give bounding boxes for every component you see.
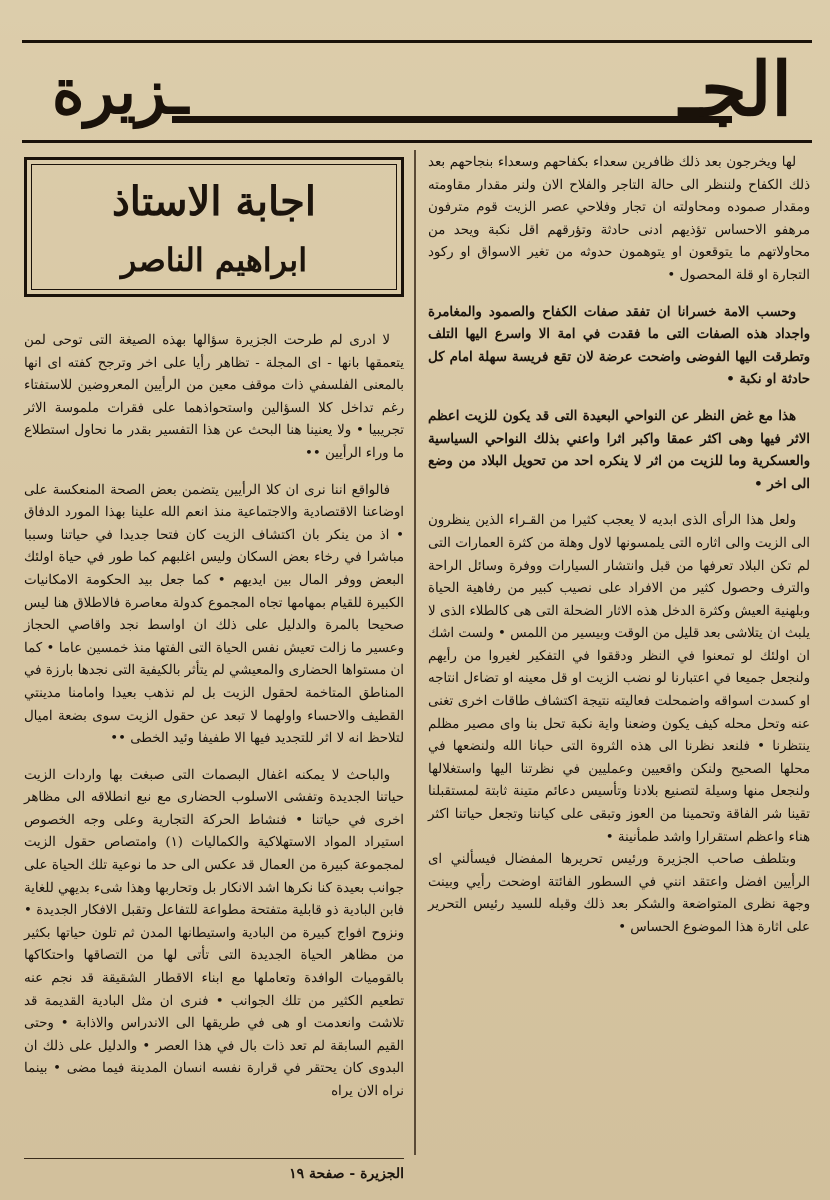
article-author: ابراهيم الناصر: [120, 241, 308, 279]
page-footer: الجزيرة - صفحة ١٩: [289, 1166, 404, 1182]
masthead-title-start: الجـ: [679, 47, 792, 133]
masthead-top-rule: [22, 40, 812, 43]
article-title: اجابة الاستاذ: [111, 178, 317, 225]
masthead-bottom-rule: [22, 140, 812, 143]
masthead: [22, 46, 812, 138]
masthead-kashida-line: [172, 116, 732, 123]
footer-rule: [24, 1158, 404, 1159]
paragraph: وحسب الامة خسرانا ان تفقد صفات الكفاح والصمود والمغامرة واجداد هذه الصفات التى ما فقدت في امة الا واسرع اليها التلف وتطرقت اليها الفوضى واضحت عرضة لان تقع فريسة سهلة امام كل حادثة او نكبة •: [428, 304, 810, 388]
paragraph: والباحث لا يمكنه اغفال البصمات التى صبغت بها واردات الزيت حياتنا الجديدة وتفشى الاسلوب الحضارى مع نبع انطلاقه الى مظاهر اخرى في حياتنا • فنشاط الحركة التجارية وعلى وجه الخصوص استيراد المواد الاستهلاكية والكماليات (١) وامتصاص حقول الزيت لمجموعة كبيرة من العمال قد عكس الى حد ما نوعية تلك الحياة على جوانب بعيدة كنا نكرها اشد الانكار بل وتحاربها وهذا شىء بديهي للغاية فابن البادية ذو قابلية متفتحة مطواعة للتفاعل وتقبل الافكار الجديدة • ونزوح افواج كبيرة من البادية واستيطانها المدن ثم تلون حياتها بكثير من مظاهر الحياة الجديدة التى تأتى لها من التصاقها واحتكاكها بالقوميات الوافدة وتعاملها مع ابناء الاقطار الشقيقة قد نجم عنه تطعيم الكثير من تلك الجوانب • فنرى ان مثل البادية القديمة قد تلاشت وانعدمت او هى في طريقها الى الاندراس والاذابة • وحتى القيم السابقة لم تعد ذات بال في هذا العصر • والدليل على ذلك ان البدوى كان يحتقر في قرارة نفسه انسان المدينة فيما مضى • بينما نراه الان يراه: [24, 767, 404, 1099]
paragraph: ولعل هذا الرأى الذى ابديه لا يعجب كثيرا من القـراء الذين ينظرون الى الزيت والى اثاره التى يلمسونها لاول وهلة من كثرة العمارات التى لم تكن البلاد تعرفها من قبل وانتشار السيارات ووفرة وسائل الراحة والترف وحصول كثير من الافراد على نصيب كبير من رفاهية الحياة وبلهنية العيش وكثرة الدخل هذه الاثار الضحلة التى هى كالطلاء الذى لا يلبث ان يتلاشى بعد قليل من الوقت وبيسير من اللمس • ولست اشك ان اولئك لو تمعنوا في النظر ودققوا في التفكير لغيروا من رأيهم ولنجعل جميعا في اعتبارنا لو نضب الزيت او قل معينه او تضاءل انتاجه او كسدت اسواقه واضمحلت فعاليته نتيجة اكتشاف طاقات اخرى تغنى عنه وتحل محله كيف يكون وضعنا واية نكبة تحل بنا واى مصير مظلم ينتظرنا • فلنعد نظرنا الى هذه الثروة التى حبانا الله ولنضعها في محلها الصحيح ولنكن واقعيين وعمليين في نظرتنا اليها واستغلالها ولنجعل منها وسيلة لتصنيع بلادنا وتأسيس دعائم متينة ثابتة لمستقبلنا تقينا شر الفاقة وتحمينا من العوز وتبقى على كياننا وتجعل حياتنا اكثر هناء واعظم استقرارا واشد طمأنينة •: [428, 513, 810, 845]
paragraph: هذا مع غض النظر عن النواحي البعيدة التى قد يكون للزيت اعظم الاثر فيها وهى اكثر عمقا واكبر اثرا واعني بذلك النواحي السياسية والعسكرية وما للزيت من اثر لا ينكره احد من تحويل البلاد من وضع الى اخر •: [428, 408, 810, 492]
right-column: [428, 152, 810, 940]
paragraph: فالواقع اننا نرى ان كلا الرأيين يتضمن بعض الصحة المنعكسة على اوضاعنا الاقتصادية والاجتماعية منذ انعم الله علينا بهذا المورد الدفاق • اذ من ينكر بان اكتشاف الزيت كان فتحا جديدا في حياتنا وسببا مباشرا في رخاء بعض السكان وليس اغلبهم كما طور في حياة اولئك البعض ووفر المال بين ايديهم • كما جعل بيد الحكومة الامكانيات الكبيرة للقيام بمهامها تجاه المجموع كدولة معاصرة فالاطلاق هنا ليس صحيحا بالمرة والدليل على ذلك ان اواسط نجد واقاصي الحجاز وعسير ما زالت تعيش نفس الحياة التى الفتها منذ خمسين عاما • كما ان مستواها الحضارى والمعيشي لم يتأثر بالكيفية التى نجدها بارزة في المناطق المتاخمة لحقول الزيت بل لم نذهب بعيدا وامامنا مدينتي القطيف والاحساء واولهما لا تبعد عن حقول الزيت سوى بضعة اميال لتلاحظ انه لا اثر للتجديد فيها الا طفيفا وئيد الخطى ••: [24, 482, 404, 747]
paragraph: لها ويخرجون بعد ذلك ظافرين سعداء بكفاحهم وسعداء بنجاحهم بعد ذلك الكفاح ولننظر الى حالة التاجر والفلاح الان ولنر مقدار مقاومته ومقدار صموده ومحاولته ان تجار وفلاحي عصر الزيت قوم مترفون مرهفو الاحساس تؤذيهم ادنى حادثة وتؤرقهم اقل نكبة ويحد من محاولاتهم ما يتوقعون او يتوهمون حدوثه من تغير الاسواق او ركود التجارة او قلة المحصول •: [428, 155, 810, 283]
paragraph: وبتلطف صاحب الجزيرة ورئيس تحريرها المفضال فيسألني اى الرأيين افضل واعتقد انني في السطور الفائتة اوضحت رأيي وبينت وجهة نظرى المتواضعة والشكر بعد ذلك وقبله للسيد رئيس التحرير على اثارة هذا الموضوع الحساس •: [428, 852, 810, 935]
masthead-title-end: ـزيرة: [52, 55, 189, 128]
column-divider: [414, 150, 416, 1155]
article-title-box: [24, 157, 404, 297]
left-column: [24, 330, 404, 1104]
paragraph: لا ادرى لم طرحت الجزيرة سؤالها بهذه الصيغة التى توحى لمن يتعمقها بانها - اى المجلة - تظاهر رأيا على اخر وترجح كفته اى انها بالمعنى الفلسفي ذات موقف معين من الرأيين المعروضين للاستفتاء رغم تداخل كلا السؤالين واستحواذهما على فقرات ملموسة الاثر تجريبيا • ولا يعنينا هنا البحث عن هذا التفسير بقدر ما نحاول استطلاع ما وراء الرأيين ••: [24, 333, 404, 461]
